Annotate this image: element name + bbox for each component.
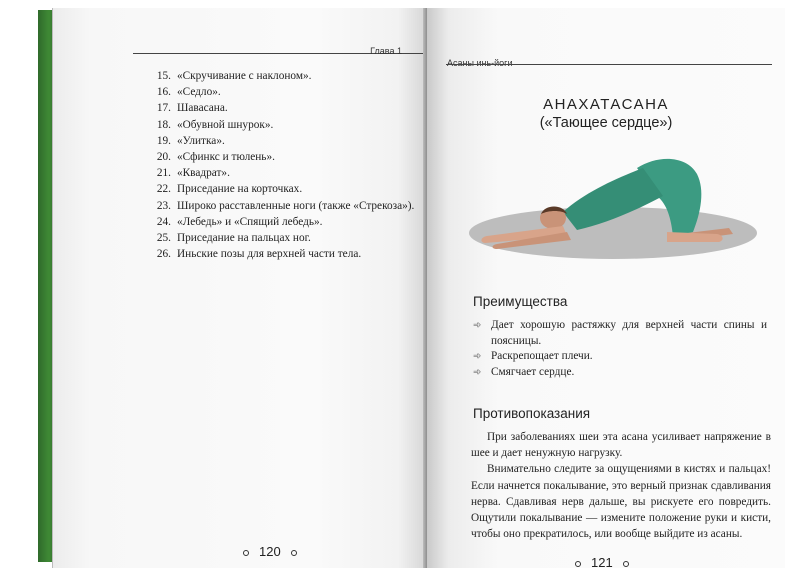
list-item: 16. «Седло». [156,86,221,99]
list-item: 26. Иньские позы для верхней части тела. [156,248,362,261]
list-item: ➾ Смягчает сердце. [471,365,767,381]
list-item: 24. «Лебедь» и «Спящий лебедь». [156,215,323,228]
list-item: 21. «Квадрат». [156,167,230,180]
asana-subtitle: («Тающее сердце») [539,115,673,131]
paragraph: Внимательно следите за ощущениями в кистях и пальцах! Если начнется покалывание, это верный признак сдавливания нерва. Сдавливая нерв дальше, вы рискуете его повредить. Ощутили покалывание — измените положение руки и кисти, чтобы оно прекратилось, или вообще выйдите из асаны. [471,463,771,541]
left-page [52,8,428,568]
header-rule [446,64,772,65]
asana-title: АНАХАТАСАНА [543,96,669,113]
list-item: 22. Приседание на корточках. [156,183,303,196]
list-item: 15. «Скручивание с наклоном». [156,70,312,82]
page-number: 120 [233,544,307,559]
running-header: Глава 1 [370,46,402,56]
section-heading-contraindications: Противопоказания [473,406,591,421]
list-item: 23. Широко расставленные ноги (также «Стрекоза»). [156,199,415,212]
diamond-arrow-icon: ➾ [473,320,482,331]
page-number: 121 [565,555,639,568]
list-item: 25. Приседание на пальцах ног. [156,232,311,245]
pose-illustration [467,148,757,260]
pose-list [145,68,414,262]
ornament-dot [575,561,581,567]
paragraph: При заболеваниях шеи эта асана усиливает напряжение в шее и дает ненужную нагрузку. [471,431,771,460]
list-item: 20. «Сфинкс и тюлень». [156,151,275,164]
list-item: 19. «Улитка». [156,134,225,147]
list-item: ➾ Дает хорошую растяжку для верхней части спины и поясницы. [473,319,767,347]
ornament-dot [291,550,297,556]
right-page [427,8,785,568]
list-item: 18. «Обувной шнурок». [156,118,274,131]
list-item: ➾ Раскрепощает плечи. [471,349,767,365]
ornament-dot [243,550,249,556]
running-header: Асаны инь-йоги [447,58,513,68]
ornament-dot [623,561,629,567]
diamond-arrow-icon: ➾ [473,366,482,378]
benefits-list [471,318,767,380]
diamond-arrow-icon: ➾ [473,351,482,362]
contraindications-text [471,429,771,542]
section-heading-benefits: Преимущества [473,294,568,309]
list-item: 17. Шавасана. [156,102,228,115]
